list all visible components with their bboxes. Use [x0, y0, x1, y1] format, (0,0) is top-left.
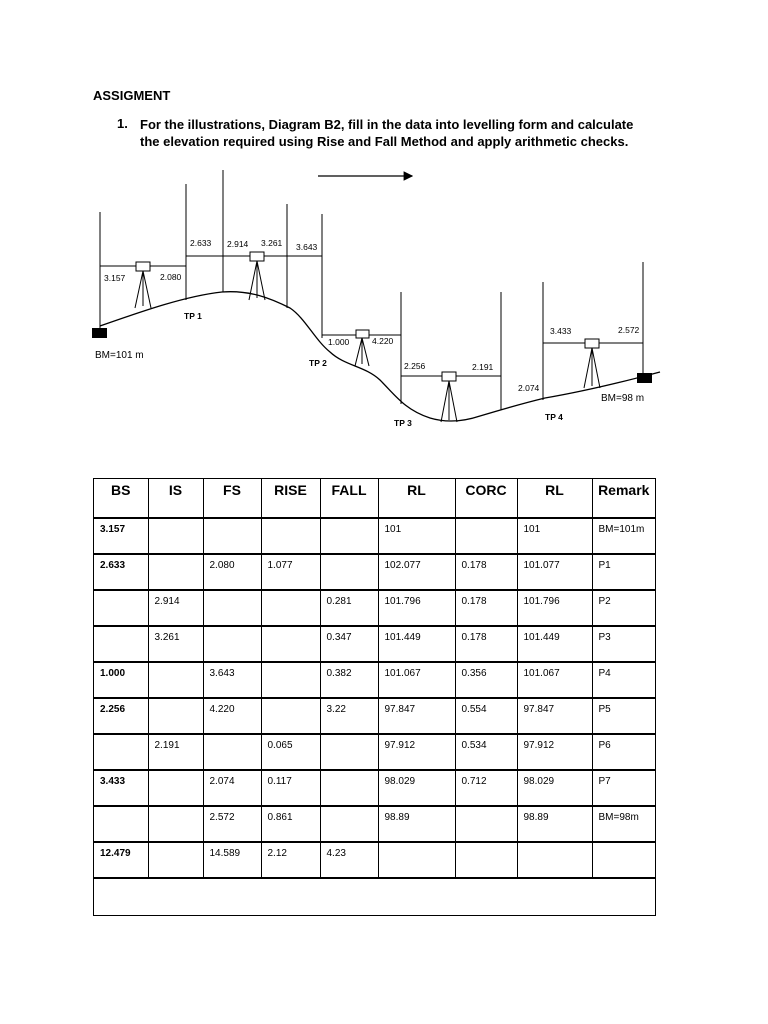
column-header: FS: [203, 479, 261, 518]
reading-label: 2.080: [160, 272, 182, 282]
table-cell: [94, 734, 148, 770]
table-cell: 0.117: [261, 770, 320, 806]
question-number: 1.: [117, 116, 128, 131]
table-cell: 2.572: [203, 806, 261, 842]
level-instrument-4: [441, 372, 457, 422]
table-cell: 0.065: [261, 734, 320, 770]
table-cell: [455, 806, 517, 842]
table-cell: [320, 770, 378, 806]
table-cell: [261, 518, 320, 554]
table-cell: 98.029: [378, 770, 455, 806]
table-cell: BM=98m: [592, 806, 655, 842]
table-cell: [320, 806, 378, 842]
column-header: RL: [378, 479, 455, 518]
level-instrument-5: [584, 339, 600, 388]
tp1-label: TP 1: [184, 311, 202, 321]
bm-start-label: BM=101 m: [95, 350, 144, 361]
table-cell: 0.554: [455, 698, 517, 734]
table-cell: 4.23: [320, 842, 378, 878]
table-cell: 98.029: [517, 770, 592, 806]
table-cell: 2.633: [94, 554, 148, 590]
table-cell: BM=101m: [592, 518, 655, 554]
table-row: [94, 662, 655, 698]
table-cell: [148, 806, 203, 842]
sight-lines: [100, 256, 643, 376]
table-cell: 101.796: [517, 590, 592, 626]
table-row: [94, 590, 655, 626]
table-cell: [148, 662, 203, 698]
table-cell: 2.080: [203, 554, 261, 590]
table-cell: 0.356: [455, 662, 517, 698]
table-cell: 3.157: [94, 518, 148, 554]
table-cell: 101: [378, 518, 455, 554]
reading-label: 2.191: [472, 362, 494, 372]
table-cell: 12.479: [94, 842, 148, 878]
table-cell: 102.077: [378, 554, 455, 590]
table-cell: [261, 698, 320, 734]
table-cell: 2.12: [261, 842, 320, 878]
column-header: IS: [148, 479, 203, 518]
level-instrument-1: [135, 262, 151, 308]
tp4-label: TP 4: [545, 412, 563, 422]
table-cell: 101.796: [378, 590, 455, 626]
reading-label: 3.157: [104, 273, 126, 283]
table-cell: [203, 590, 261, 626]
table-cell: 0.382: [320, 662, 378, 698]
table-cell: [592, 842, 655, 878]
table-cell: 0.712: [455, 770, 517, 806]
table-cell: 97.912: [378, 734, 455, 770]
levelling-diagram: [0, 0, 768, 470]
table-cell: P1: [592, 554, 655, 590]
table-cell: 101.067: [378, 662, 455, 698]
reading-label: 2.633: [190, 238, 212, 248]
table-header-row: [94, 479, 655, 518]
table-cell: [261, 590, 320, 626]
reading-label: 3.261: [261, 238, 283, 248]
table-cell: P4: [592, 662, 655, 698]
table-cell: [455, 842, 517, 878]
table-row: [94, 806, 655, 842]
table-cell: 98.89: [378, 806, 455, 842]
column-header: CORC: [455, 479, 517, 518]
table-cell: [148, 842, 203, 878]
table-cell: 0.534: [455, 734, 517, 770]
reading-label: 4.220: [372, 336, 394, 346]
table-cell: 4.220: [203, 698, 261, 734]
benchmark-end: [637, 373, 652, 383]
table-cell: 2.191: [148, 734, 203, 770]
table-cell: P2: [592, 590, 655, 626]
level-instrument-2: [249, 252, 265, 300]
reading-label: 1.000: [328, 337, 350, 347]
table-cell: 2.256: [94, 698, 148, 734]
table-cell: P7: [592, 770, 655, 806]
table-cell: [320, 554, 378, 590]
table-cell: 101.449: [517, 626, 592, 662]
levelling-form: [93, 478, 656, 916]
table-cell: 101: [517, 518, 592, 554]
table-cell: [94, 626, 148, 662]
table-cell: 1.000: [94, 662, 148, 698]
table-cell: 101.449: [378, 626, 455, 662]
table-cell: [378, 842, 455, 878]
table-cell: [203, 734, 261, 770]
table-row: [94, 626, 655, 662]
table-cell: 3.433: [94, 770, 148, 806]
reading-label: 3.433: [550, 326, 572, 336]
table-cell: 0.178: [455, 626, 517, 662]
column-header: FALL: [320, 479, 378, 518]
column-header: Remark: [592, 479, 655, 518]
table-cell: [261, 626, 320, 662]
tp3-label: TP 3: [394, 418, 412, 428]
benchmark-start: [92, 328, 107, 338]
table-cell: 97.912: [517, 734, 592, 770]
column-header: RISE: [261, 479, 320, 518]
table-cell: [94, 806, 148, 842]
reading-label: 2.256: [404, 361, 426, 371]
column-header: RL: [517, 479, 592, 518]
table-cell: 0.281: [320, 590, 378, 626]
table-cell: P5: [592, 698, 655, 734]
reading-label: 2.572: [618, 325, 640, 335]
table-cell: 101.067: [517, 662, 592, 698]
table-cell: 2.914: [148, 590, 203, 626]
table-cell: [203, 518, 261, 554]
table-cell: 0.178: [455, 590, 517, 626]
tp2-label: TP 2: [309, 358, 327, 368]
table-cell: [94, 590, 148, 626]
table-cell: 97.847: [378, 698, 455, 734]
table-cell: [261, 662, 320, 698]
table-cell: 3.261: [148, 626, 203, 662]
table-row: [94, 770, 655, 806]
table-row: [94, 518, 655, 554]
table-cell: [517, 842, 592, 878]
column-header: BS: [94, 479, 148, 518]
reading-label: 2.914: [227, 239, 249, 249]
table-row: [94, 554, 655, 590]
table-cell: 0.347: [320, 626, 378, 662]
bm-end-label: BM=98 m: [601, 393, 645, 404]
table-cell: 101.077: [517, 554, 592, 590]
table-cell: 0.861: [261, 806, 320, 842]
reading-label: 2.074: [518, 383, 540, 393]
table-cell: 3.643: [203, 662, 261, 698]
table-cell: [148, 554, 203, 590]
table-row: [94, 698, 655, 734]
table-cell: 0.178: [455, 554, 517, 590]
table-cell: [320, 518, 378, 554]
assignment-heading: ASSIGMENT: [93, 88, 171, 103]
table-cell: 3.22: [320, 698, 378, 734]
table-cell: 98.89: [517, 806, 592, 842]
question-text: For the illustrations, Diagram B2, fill in the data into levelling form and calculate the elevation required using Rise and Fall Method and apply arithmetic checks.: [140, 117, 634, 149]
table-cell: 1.077: [261, 554, 320, 590]
table-cell: [203, 626, 261, 662]
table-cell: [148, 770, 203, 806]
table-cell: [455, 518, 517, 554]
table-cell: 14.589: [203, 842, 261, 878]
table-cell: [320, 734, 378, 770]
table-cell: 2.074: [203, 770, 261, 806]
reading-label: 3.643: [296, 242, 318, 252]
table-cell: 97.847: [517, 698, 592, 734]
table-row: [94, 842, 655, 878]
table-cell: [148, 698, 203, 734]
levelling-table: [94, 479, 655, 879]
table-row: [94, 734, 655, 770]
table-cell: P6: [592, 734, 655, 770]
table-cell: [148, 518, 203, 554]
level-instrument-3: [355, 330, 369, 366]
table-cell: P3: [592, 626, 655, 662]
